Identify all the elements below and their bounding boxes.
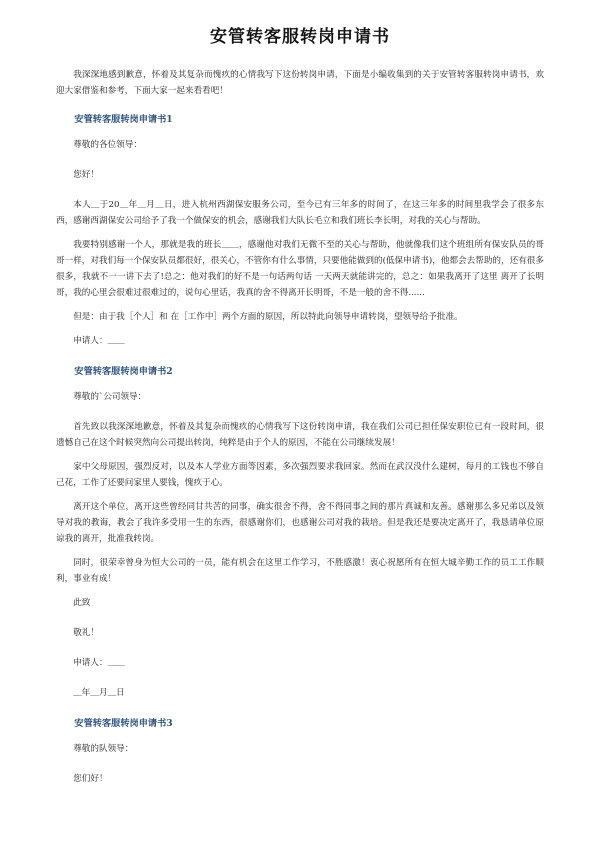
section-2-heading: 安管转客服转岗申请书2 — [74, 366, 173, 377]
s3-salutation: 尊敬的队领导： — [73, 744, 134, 754]
section-3-heading: 安管转客服转岗申请书3 — [74, 718, 173, 729]
s1-paragraph-1: 本人＿于20＿年＿月＿日，进入杭州西湖保安服务公司，至今已有三年多的时间了，在这三年多的时间里我学会了很多东西，感谢西湖保安公司给予了我一个做保安的机会，感谢我们大队长毛立和我们班长李长明，对我的关心与帮助。 — [56, 200, 544, 226]
s1-salutation: 尊敬的各位领导： — [73, 140, 142, 150]
s2-closing-2: 敬礼！ — [73, 628, 99, 638]
s1-paragraph-2: 我要特别感谢一个人，那就是我的班长＿＿，感谢他对我们无微不至的关心与帮助，他就像我们这个班组所有保安队员的哥哥一样，对我们每一个保安队员都很好，很关心，不管你有什么事情，只要他能做到的(低保申请书)，他都会去帮助的，还有很多很多，我就不一一讲下去了!总之：他对我们的好不是一句话两句话 一天两天就能讲完的，总之：如果我离开了这里 离开了长明哥，我的心里会很难过很难过的，说句心里话，我真的舍不得离开长明哥，不是一般的舍不得...... — [56, 240, 544, 298]
s1-applicant: 申请人：＿＿ — [73, 336, 125, 346]
s2-applicant: 申请人：＿＿ — [73, 658, 125, 668]
section-1-heading: 安管转客服转岗申请书1 — [74, 114, 173, 125]
s2-paragraph-1: 首先致以我深深地歉意，怀着及其复杂而愧疚的心情我写下这份转岗申请，我在我们公司已担任保安职位已有一段时间，很遗憾自己在这个时候突然向公司提出转岗，纯粹是由于个人的原因，不能在公司继续发展！ — [56, 422, 544, 448]
s2-paragraph-3: 离开这个单位，离开这些曾经同甘共苦的同事，确实很舍不得，舍不得同事之间的那片真诚和友善。感谢那么多兄弟以及领导对我的教诲，教会了我许多受用一生的东西，很感谢你们，也感谢公司对我的栽培。但是我还是要决定离开了，我恳请单位原谅我的离开，批准我转岗。 — [56, 502, 544, 544]
s2-paragraph-2: 家中父母原因，强烈反对，以及本人学业方面等因素，多次强烈要求我回家。然而在武汉没什么建树，每月的工钱也不够自己花，工作了还要问家里人要钱，愧疚于心。 — [56, 462, 544, 488]
s1-greeting: 您好！ — [73, 170, 99, 180]
document-title: 安管转客服转岗申请书 — [210, 27, 390, 47]
s1-paragraph-3: 但是：由于我［个人］和 在［工作中］两个方面的原因，所以特此向领导申请转岗，望领导给予批准。 — [73, 312, 463, 322]
s2-date: ＿年＿月＿日 — [73, 688, 125, 698]
s2-salutation: 尊敬的`公司领导： — [73, 392, 147, 402]
s2-paragraph-4: 同时，很荣幸曾身为恒大公司的一员，能有机会在这里工作学习，不胜感激！衷心祝愿所有在恒大城辛勤工作的员工工作顺利，事业有成！ — [56, 558, 544, 584]
s2-closing-1: 此致 — [73, 598, 91, 608]
intro-paragraph: 我深深地感到歉意，怀着及其复杂而愧疚的心情我写下这份转岗申请，下面是小编收集到的关于安管转客服转岗申请书，欢迎大家借鉴和参考，下面大家一起来看看吧！ — [56, 70, 544, 96]
s3-greeting: 您们好！ — [73, 774, 108, 784]
